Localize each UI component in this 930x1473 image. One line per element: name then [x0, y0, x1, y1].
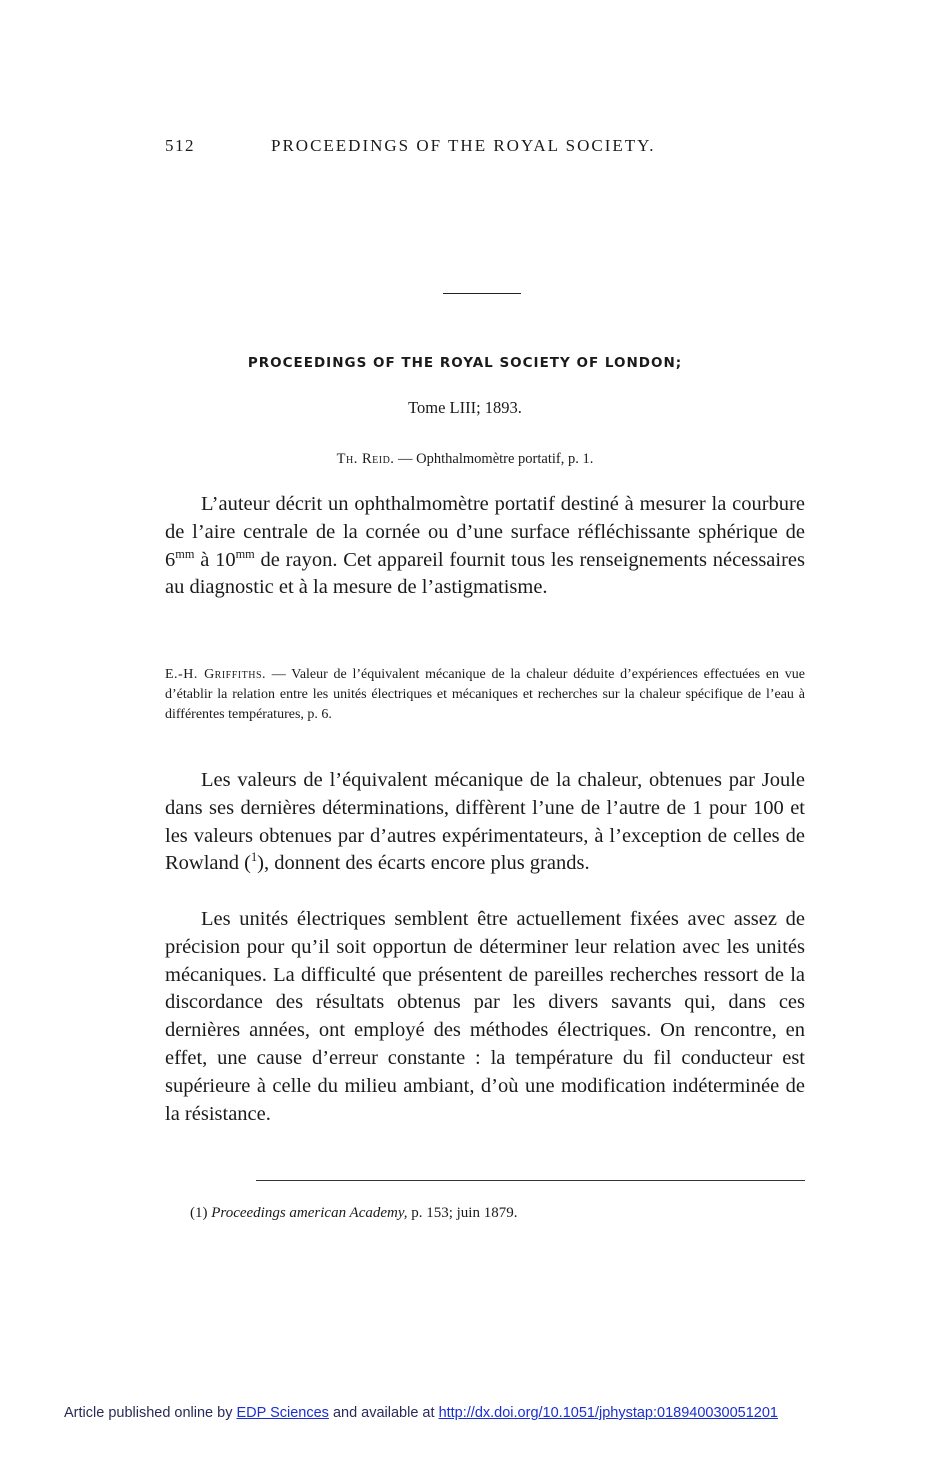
- unit-mm-1: mm: [175, 546, 195, 561]
- footnote: [190, 1205, 790, 1222]
- publisher-link[interactable]: EDP Sciences: [236, 1405, 329, 1421]
- abstract-text-b: à 10: [194, 548, 236, 571]
- abstract-text-c: de rayon. Cet appareil fournit tous les renseignements nécessaires au diagnostic et à la mesure de l’astigmatisme.: [165, 548, 805, 599]
- footnote-rule: [256, 1180, 805, 1181]
- entry-1-abstract: [165, 491, 805, 602]
- section-title: PROCEEDINGS OF THE ROYAL SOCIETY OF LONDON;: [247, 355, 683, 371]
- entry-2-heading: [165, 665, 805, 724]
- page-number: 512: [165, 136, 195, 155]
- publisher-prefix: Article published online by: [64, 1405, 237, 1421]
- entry-2-paragraph-2: Les unités électriques semblent être actuellement fixées avec assez de précision pour qu’il soit opportun de déterminer leur relation avec les unités mécaniques. La difficulté que présentent de pareilles recherches ressort de la discordance des résultats obtenus par les divers savants qui, dans ces dernières années, ont employé des méthodes électriques. On rencontre, en effet, une cause d’erreur constante : la température du fil conducteur est supérieure à celle du milieu ambiant, d’où une modification indéterminée de la résistance.: [165, 908, 805, 1125]
- footnote-source: Proceedings american Academy,: [211, 1205, 408, 1221]
- publisher-note: [64, 1405, 864, 1421]
- entry-2-title: — Valeur de l’équivalent mécanique de la chaleur déduite d’expériences effectuées en vue d’établir la relation entre les unités électriques et mécaniques et recherches sur la chaleur spécifique de l’eau à différentes températures, p. 6.: [165, 667, 806, 722]
- entry-1-author: Th. Reid.: [336, 451, 395, 467]
- tome-line: Tome LIII; 1893.: [408, 398, 522, 417]
- footnote-details: p. 153; juin 1879.: [407, 1205, 518, 1221]
- publisher-middle: and available at: [328, 1405, 439, 1421]
- entry-2-paragraph-1: [165, 767, 805, 878]
- entry-1-title: — Ophthalmomètre portatif, p. 1.: [394, 451, 594, 467]
- entry-1-heading: [0, 451, 930, 468]
- paragraph-1-text-a: Les valeurs de l’équivalent mécanique de la chaleur, obtenues par Joule dans ses dernières déterminations, diffèrent l’une de l’autre de 1 pour 100 et les valeurs obtenues par d’autres expérimentateurs, à l’exception de celles de Rowland (: [165, 769, 805, 875]
- paragraph-1-text-b: ), donnent des écarts encore plus grands.: [257, 852, 590, 875]
- entry-2-author: E.-H. Griffiths.: [165, 667, 267, 682]
- footnote-marker: (1): [190, 1205, 208, 1221]
- section-divider: [443, 293, 521, 294]
- unit-mm-2: mm: [235, 546, 255, 561]
- footnote-ref[interactable]: 1: [250, 850, 258, 865]
- doi-link[interactable]: http://dx.doi.org/10.1051/jphystap:018940030051201: [438, 1405, 778, 1421]
- running-title: PROCEEDINGS OF THE ROYAL SOCIETY.: [271, 136, 656, 155]
- abstract-text-a: L’auteur décrit un ophthalmomètre portatif destiné à mesurer la courbure de l’aire centrale de la cornée ou d’une surface réfléchissante sphérique de 6: [165, 493, 805, 571]
